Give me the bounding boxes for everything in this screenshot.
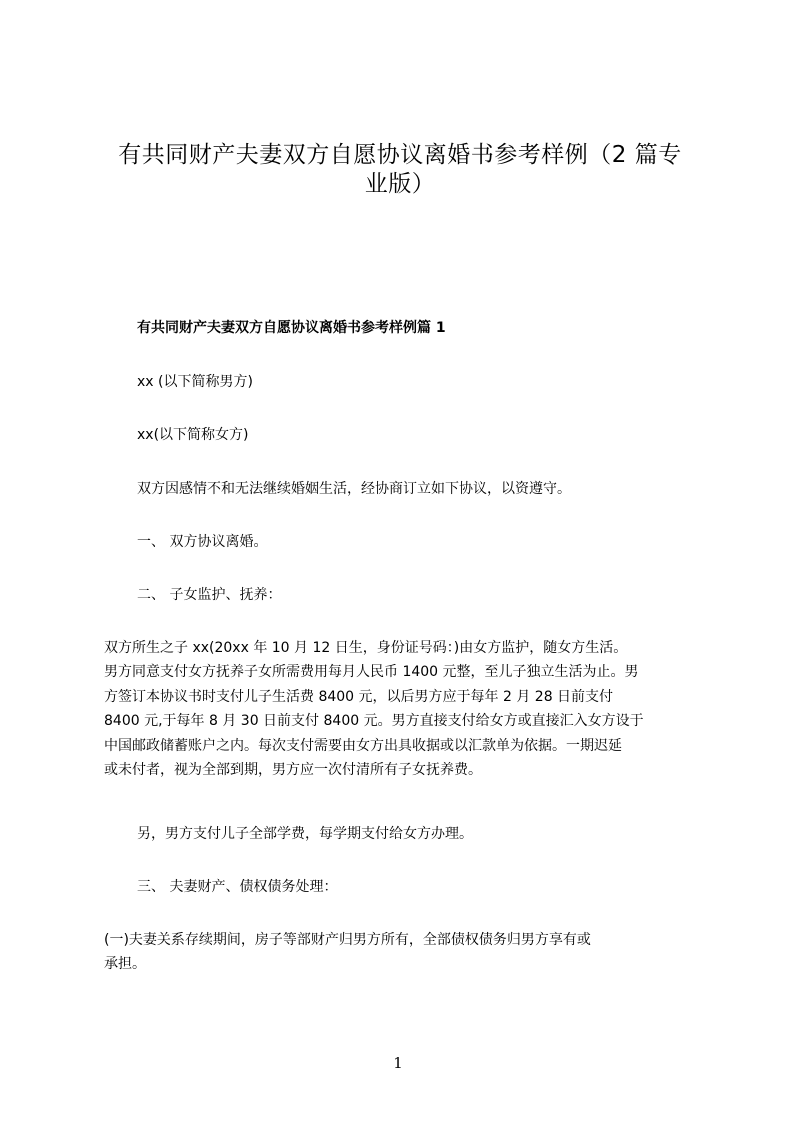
paragraph-line: 承担。 [104,956,146,973]
party-female: xx(以下简称女方) [137,427,249,443]
document-title [100,141,700,199]
clause-2-heading: 二、 子女监护、抚养： [137,587,282,603]
clause-3-heading: 三、 夫妻财产、债权债务处理： [137,879,338,895]
title-line-2: 业版） [364,171,436,197]
section-heading: 有共同财产夫妻双方自愿协议离婚书参考样例篇 1 [137,320,446,336]
party-male: xx (以下简称男方) [137,374,253,390]
paragraph-line: 男方同意支付女方抚养子女所需费用每月人民币 1400 元整，至儿子独立生活为止。男 [104,664,639,681]
title-line-1: 有共同财产夫妻双方自愿协议离婚书参考样例（2 篇专 [118,142,682,168]
page-number: 1 [393,1054,403,1072]
paragraph-line: 或未付者，视为全部到期，男方应一次付清所有子女抚养费。 [104,762,482,779]
paragraph-line: 中国邮政储蓄账户之内。每次支付需要由女方出具收据或以汇款单为依据。一期迟延 [104,737,622,754]
paragraph-line: 方签订本协议书时支付儿子生活费 8400 元，以后男方应于每年 2 月 28 日前支付 [104,688,614,705]
paragraph-line: (一)夫妻关系存续期间，房子等部财产归男方所有，全部债权债务归男方享有或 [104,932,591,948]
tuition-paragraph: 另，男方支付儿子全部学费，每学期支付给女方办理。 [137,826,473,842]
intro-paragraph: 双方因感情不和无法继续婚姻生活，经协商订立如下协议，以资遵守。 [137,481,571,497]
custody-paragraph [104,636,724,782]
paragraph-line: 8400 元,于每年 8 月 30 日前支付 8400 元。男方直接支付给女方或直接汇入女方设于 [104,713,644,730]
property-paragraph [104,928,724,977]
paragraph-line: 双方所生之子 xx(20xx 年 10 月 12 日生，身份证号码：)由女方监护，随女方生活。 [104,640,628,656]
clause-1: 一、 双方协议离婚。 [137,534,268,550]
